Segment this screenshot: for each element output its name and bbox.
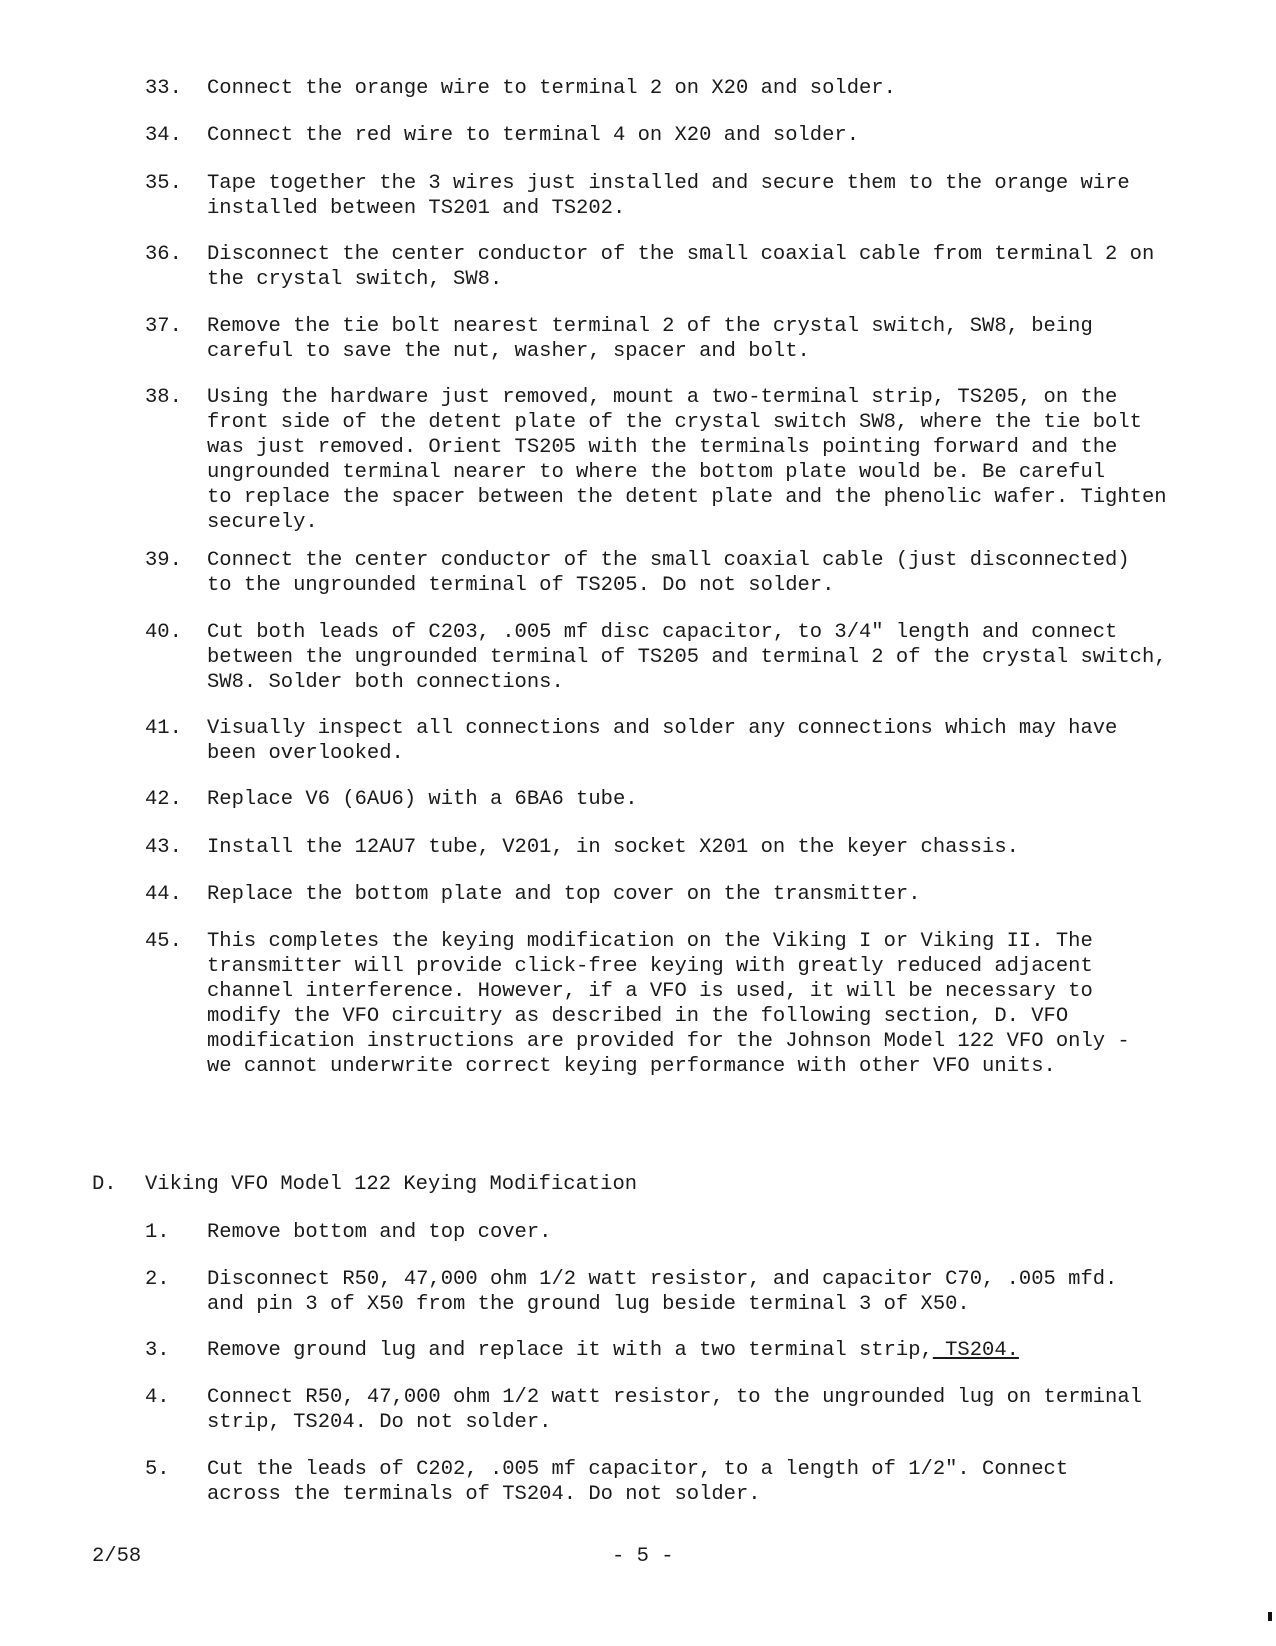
step-text (207, 1338, 1225, 1363)
step-text: Replace the bottom plate and top cover on the transmitter. (207, 883, 921, 906)
step-42 (145, 787, 1225, 812)
step-text: Replace V6 (6AU6) with a 6BA6 tube. (207, 788, 638, 811)
step-number: 41. (145, 717, 182, 740)
step-43 (145, 835, 1225, 860)
section-d-step-5 (145, 1457, 1225, 1507)
step-45 (145, 929, 1225, 1079)
section-d-step-2 (145, 1267, 1225, 1317)
step-text: Connect the center conductor of the small coaxial cable (just disconnected) to the ungrounded terminal of TS205. Do not solder. (207, 549, 1130, 597)
step-39 (145, 548, 1225, 598)
step-41 (145, 716, 1225, 766)
step-text: Connect the orange wire to terminal 2 on X20 and solder. (207, 77, 896, 100)
step-number: 35. (145, 172, 182, 195)
step-number: 1. (145, 1221, 170, 1244)
step-number: 33. (145, 77, 182, 100)
step-number: 40. (145, 621, 182, 644)
step-text: Connect the red wire to terminal 4 on X20 and solder. (207, 124, 860, 147)
section-d-step-1 (145, 1220, 1225, 1245)
step-text: Disconnect R50, 47,000 ohm 1/2 watt resistor, and capacitor C70, .005 mfd. and pin 3 of X50 from the ground lug beside terminal 3 of X50. (207, 1268, 1118, 1316)
step-44 (145, 882, 1225, 907)
step-number: 44. (145, 883, 182, 906)
step-number: 42. (145, 788, 182, 811)
scan-edge-mark (1268, 1612, 1272, 1621)
step-text: Using the hardware just removed, mount a two-terminal strip, TS205, on the front side of the detent plate of the crystal switch SW8, where the tie bolt was just removed. Orient TS205 with the terminals pointing forward and the ungrounded terminal nearer to where the bottom plate would be. Be careful to replace the spacer between the detent plate and the phenolic wafer. Tighten securely. (207, 386, 1167, 534)
step-text: Install the 12AU7 tube, V201, in socket X201 on the keyer chassis. (207, 836, 1019, 859)
step-number: 39. (145, 549, 182, 572)
step-35 (145, 171, 1225, 221)
step-number: 4. (145, 1386, 170, 1409)
step-text: Cut the leads of C202, .005 mf capacitor, to a length of 1/2". Connect across the terminals of TS204. Do not solder. (207, 1458, 1069, 1506)
step-text: Visually inspect all connections and solder any connections which may have been overlooked. (207, 717, 1118, 765)
step-number: 43. (145, 836, 182, 859)
step-text: Remove the tie bolt nearest terminal 2 of the crystal switch, SW8, being careful to save the nut, washer, spacer and bolt. (207, 315, 1093, 363)
step-38 (145, 385, 1225, 535)
step-34 (145, 123, 1225, 148)
section-d-step-4 (145, 1385, 1225, 1435)
section-d-heading (92, 1172, 637, 1197)
step-number: 2. (145, 1268, 170, 1291)
step-number: 38. (145, 386, 182, 409)
step-text: Remove bottom and top cover. (207, 1221, 552, 1244)
step-number: 5. (145, 1458, 170, 1481)
section-title: Viking VFO Model 122 Keying Modification (145, 1173, 638, 1196)
step-text: Tape together the 3 wires just installed and secure them to the orange wire installed between TS201 and TS202. (207, 172, 1130, 220)
step-40 (145, 620, 1225, 695)
section-d-step-3 (145, 1338, 1225, 1363)
section-letter: D. (92, 1173, 117, 1196)
footer-date: 2/58 (92, 1545, 142, 1568)
step-number: 3. (145, 1339, 170, 1362)
step-number: 36. (145, 243, 182, 266)
step-text: Disconnect the center conductor of the small coaxial cable from terminal 2 on the crystal switch, SW8. (207, 243, 1155, 291)
step-text: Cut both leads of C203, .005 mf disc capacitor, to 3/4" length and connect between the ungrounded terminal of TS205 and terminal 2 of the crystal switch, SW8. Solder both connections. (207, 621, 1167, 694)
step-37 (145, 314, 1225, 364)
step-text: Connect R50, 47,000 ohm 1/2 watt resistor, to the ungrounded lug on terminal strip, TS204. Do not solder. (207, 1386, 1142, 1434)
step-36 (145, 242, 1225, 292)
step-number: 37. (145, 315, 182, 338)
step-text-main: Remove ground lug and replace it with a two terminal strip, (207, 1339, 933, 1362)
step-text-underlined: TS204. (932, 1339, 1019, 1362)
page-number: - 5 - (612, 1545, 674, 1568)
step-number: 45. (145, 930, 182, 953)
step-number: 34. (145, 124, 182, 147)
step-text: This completes the keying modification on the Viking I or Viking II. The transmitter will provide click-free keying with greatly reduced adjacent channel interference. However, if a VFO is used, it will be necessary to modify the VFO circuitry as described in the following section, D. VFO modification instructions are provided for the Johnson Model 122 VFO only - we cannot underwrite correct keying performance with other VFO units. (207, 930, 1130, 1078)
step-33 (145, 76, 1225, 101)
